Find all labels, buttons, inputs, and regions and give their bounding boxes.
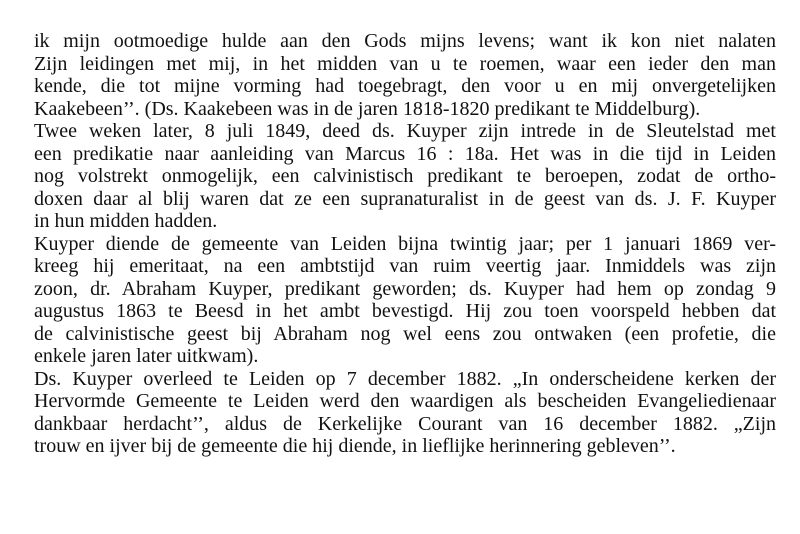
text-line: trouw en ijver bij de gemeente die hij diende, in lieflijke herinnering gebleven’’. (34, 435, 676, 457)
paragraph-3 (34, 233, 776, 368)
text-line: in hun midden hadden. (34, 210, 218, 232)
paragraph-1 (34, 30, 776, 120)
text-line: Kaakebeen’’. (Ds. Kaakebeen was in de jaren 1818-1820 predikant te Middelburg). (34, 97, 701, 120)
text-line: Twee weken later, 8 juli 1849, deed ds. Kuyper zijn intrede in de Sleutelstad met (34, 120, 776, 142)
text-line: zoon, dr. Abraham Kuyper, predikant geworden; ds. Kuyper had hem op zondag 9 (34, 277, 776, 300)
text-line: Zijn leidingen met mij, in het midden van u te roemen, waar een ieder den man (34, 52, 776, 75)
text-line: Hervormde Gemeente te Leiden werd den waardigen als bescheiden Evangeliedienaar (34, 390, 776, 412)
text-line: nog volstrekt onmogelijk, een calvinistisch predikant te beroepen, zodat de ortho- (34, 165, 776, 187)
text-line: kende, die tot mijne vorming had toegebragt, den voor u en mij onvergetelijken (34, 75, 776, 97)
text-line: doxen daar al blij waren dat ze een supranaturalist in de geest van ds. J. F. Kuyper (34, 187, 776, 210)
text-line: Ds. Kuyper overleed te Leiden op 7 december 1882. „In onderscheidene kerken der (34, 367, 776, 390)
text-line: dankbaar herdacht’’, aldus de Kerkelijke Courant van 16 december 1882. „Zijn (34, 412, 776, 435)
text-line: ik mijn ootmoedige hulde aan den Gods mijns levens; want ik kon niet nalaten (34, 30, 776, 52)
text-line: Kuyper diende de gemeente van Leiden bijna twintig jaar; per 1 januari 1869 ver- (34, 232, 776, 255)
paragraph-4 (34, 368, 776, 458)
paragraph-2 (34, 120, 776, 233)
document-page (34, 30, 776, 458)
text-line: augustus 1863 te Beesd in het ambt bevestigd. Hij zou toen voorspeld hebben dat (34, 300, 776, 322)
text-line: een predikatie naar aanleiding van Marcus 16 : 18a. Het was in die tijd in Leiden (34, 142, 776, 165)
text-line: enkele jaren later uitkwam). (34, 345, 259, 367)
text-line: kreeg hij emeritaat, na een ambtstijd van ruim veertig jaar. Inmiddels was zijn (34, 255, 776, 277)
text-line: de calvinistische geest bij Abraham nog wel eens zou ontwaken (een profetie, die (34, 322, 776, 345)
